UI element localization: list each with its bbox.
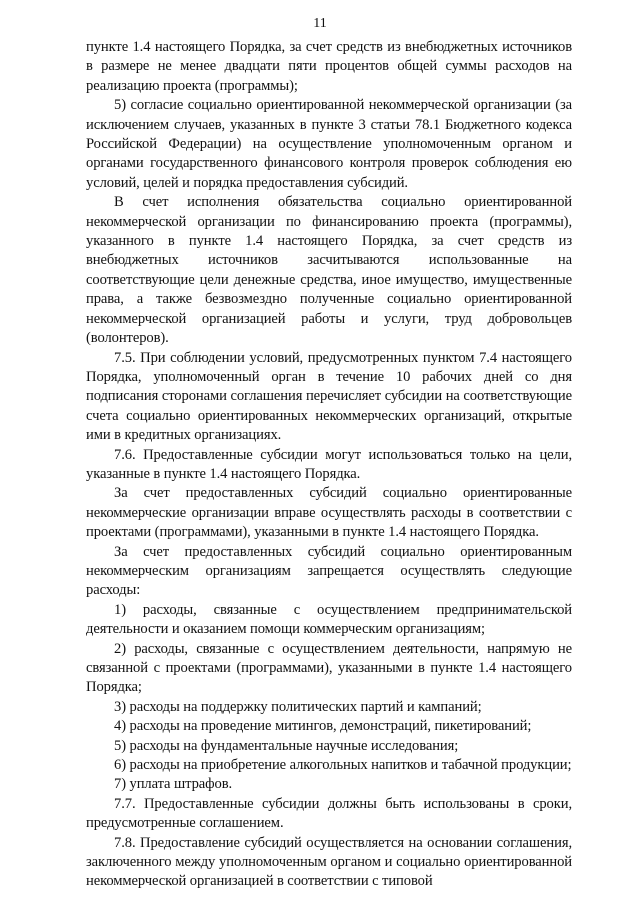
- list-item-expense-6: 6) расходы на приобретение алкогольных напитков и табачной продукции;: [114, 757, 572, 774]
- paragraph-consent-item-5: 5) согласие социально ориентированной некоммерческой организации (за исключением случаев, указанных в пункте 3 статьи 78.1 Бюджетного кодекса Российской Федерации) на осуществление уполномоченным органом и органами государственного финансового контроля проверок соблюдения ею условий, целей и порядка предоставления субсидий.: [86, 97, 572, 191]
- list-item-expense-7: 7) уплата штрафов.: [114, 776, 233, 793]
- paragraph-offbudget-funds: В счет исполнения обязательства социально ориентированной некоммерческой организации по финансированию проекта (программы), указанного в пункте 1.4 настоящего Порядка, за счет средств из внебюджетных источников засчитываются использованные на соответствующие цели денежные средства, иное имущество, имущественные права, а также безвозмездно полученные социально ориентированной некоммерческой организацией работы и услуги, труд добровольцев (волонтеров).: [86, 194, 572, 347]
- list-item-expense-2: 2) расходы, связанные с осуществлением деятельности, напрямую не связанной с проектами (программами), указанными в пункте 1.4 настоящего Порядка;: [86, 640, 572, 696]
- paragraph-7-5: 7.5. При соблюдении условий, предусмотренных пунктом 7.4 настоящего Порядка, уполномоченный орган в течение 10 рабочих дней со дня подписания сторонами соглашения перечисляет субсидии на соответствующие счета социально ориентированных некоммерческих организаций, открытые ими в кредитных организациях.: [86, 349, 572, 444]
- paragraph-7-6: 7.6. Предоставленные субсидии могут использоваться только на цели, указанные в пункте 1.4 настоящего Порядка.: [86, 446, 572, 482]
- list-item-expense-4: 4) расходы на проведение митингов, демонстраций, пикетирований;: [114, 718, 532, 735]
- document-body: [86, 38, 572, 892]
- page-number: 11: [313, 16, 327, 31]
- paragraph-7-8: 7.8. Предоставление субсидий осуществляется на основании соглашения, заключенного между уполномоченным органом и социально ориентированной некоммерческой организацией в соответствии с типовой: [86, 834, 572, 890]
- list-item-expense-1: 1) расходы, связанные с осуществлением предпринимательской деятельности и оказанием помощи коммерческим организациям;: [86, 601, 572, 638]
- list-item-expense-5: 5) расходы на фундаментальные научные исследования;: [114, 737, 459, 754]
- paragraph-continuation: пункте 1.4 настоящего Порядка, за счет средств из внебюджетных источников в размере не менее двадцати пяти процентов общей суммы расходов на реализацию проекта (программы);: [86, 39, 572, 94]
- list-item-expense-3: 3) расходы на поддержку политических партий и кампаний;: [114, 698, 482, 715]
- paragraph-allowed-expenses: За счет предоставленных субсидий социально ориентированные некоммерческие организации вправе осуществлять расходы в соответствии с проектами (программами), указанными в пункте 1.4 настоящего Порядка.: [86, 485, 572, 541]
- paragraph-7-7: 7.7. Предоставленные субсидии должны быть использованы в сроки, предусмотренные соглашением.: [86, 795, 572, 832]
- paragraph-prohibited-expenses: За счет предоставленных субсидий социально ориентированным некоммерческим организациям запрещается осуществлять следующие расходы:: [86, 543, 572, 599]
